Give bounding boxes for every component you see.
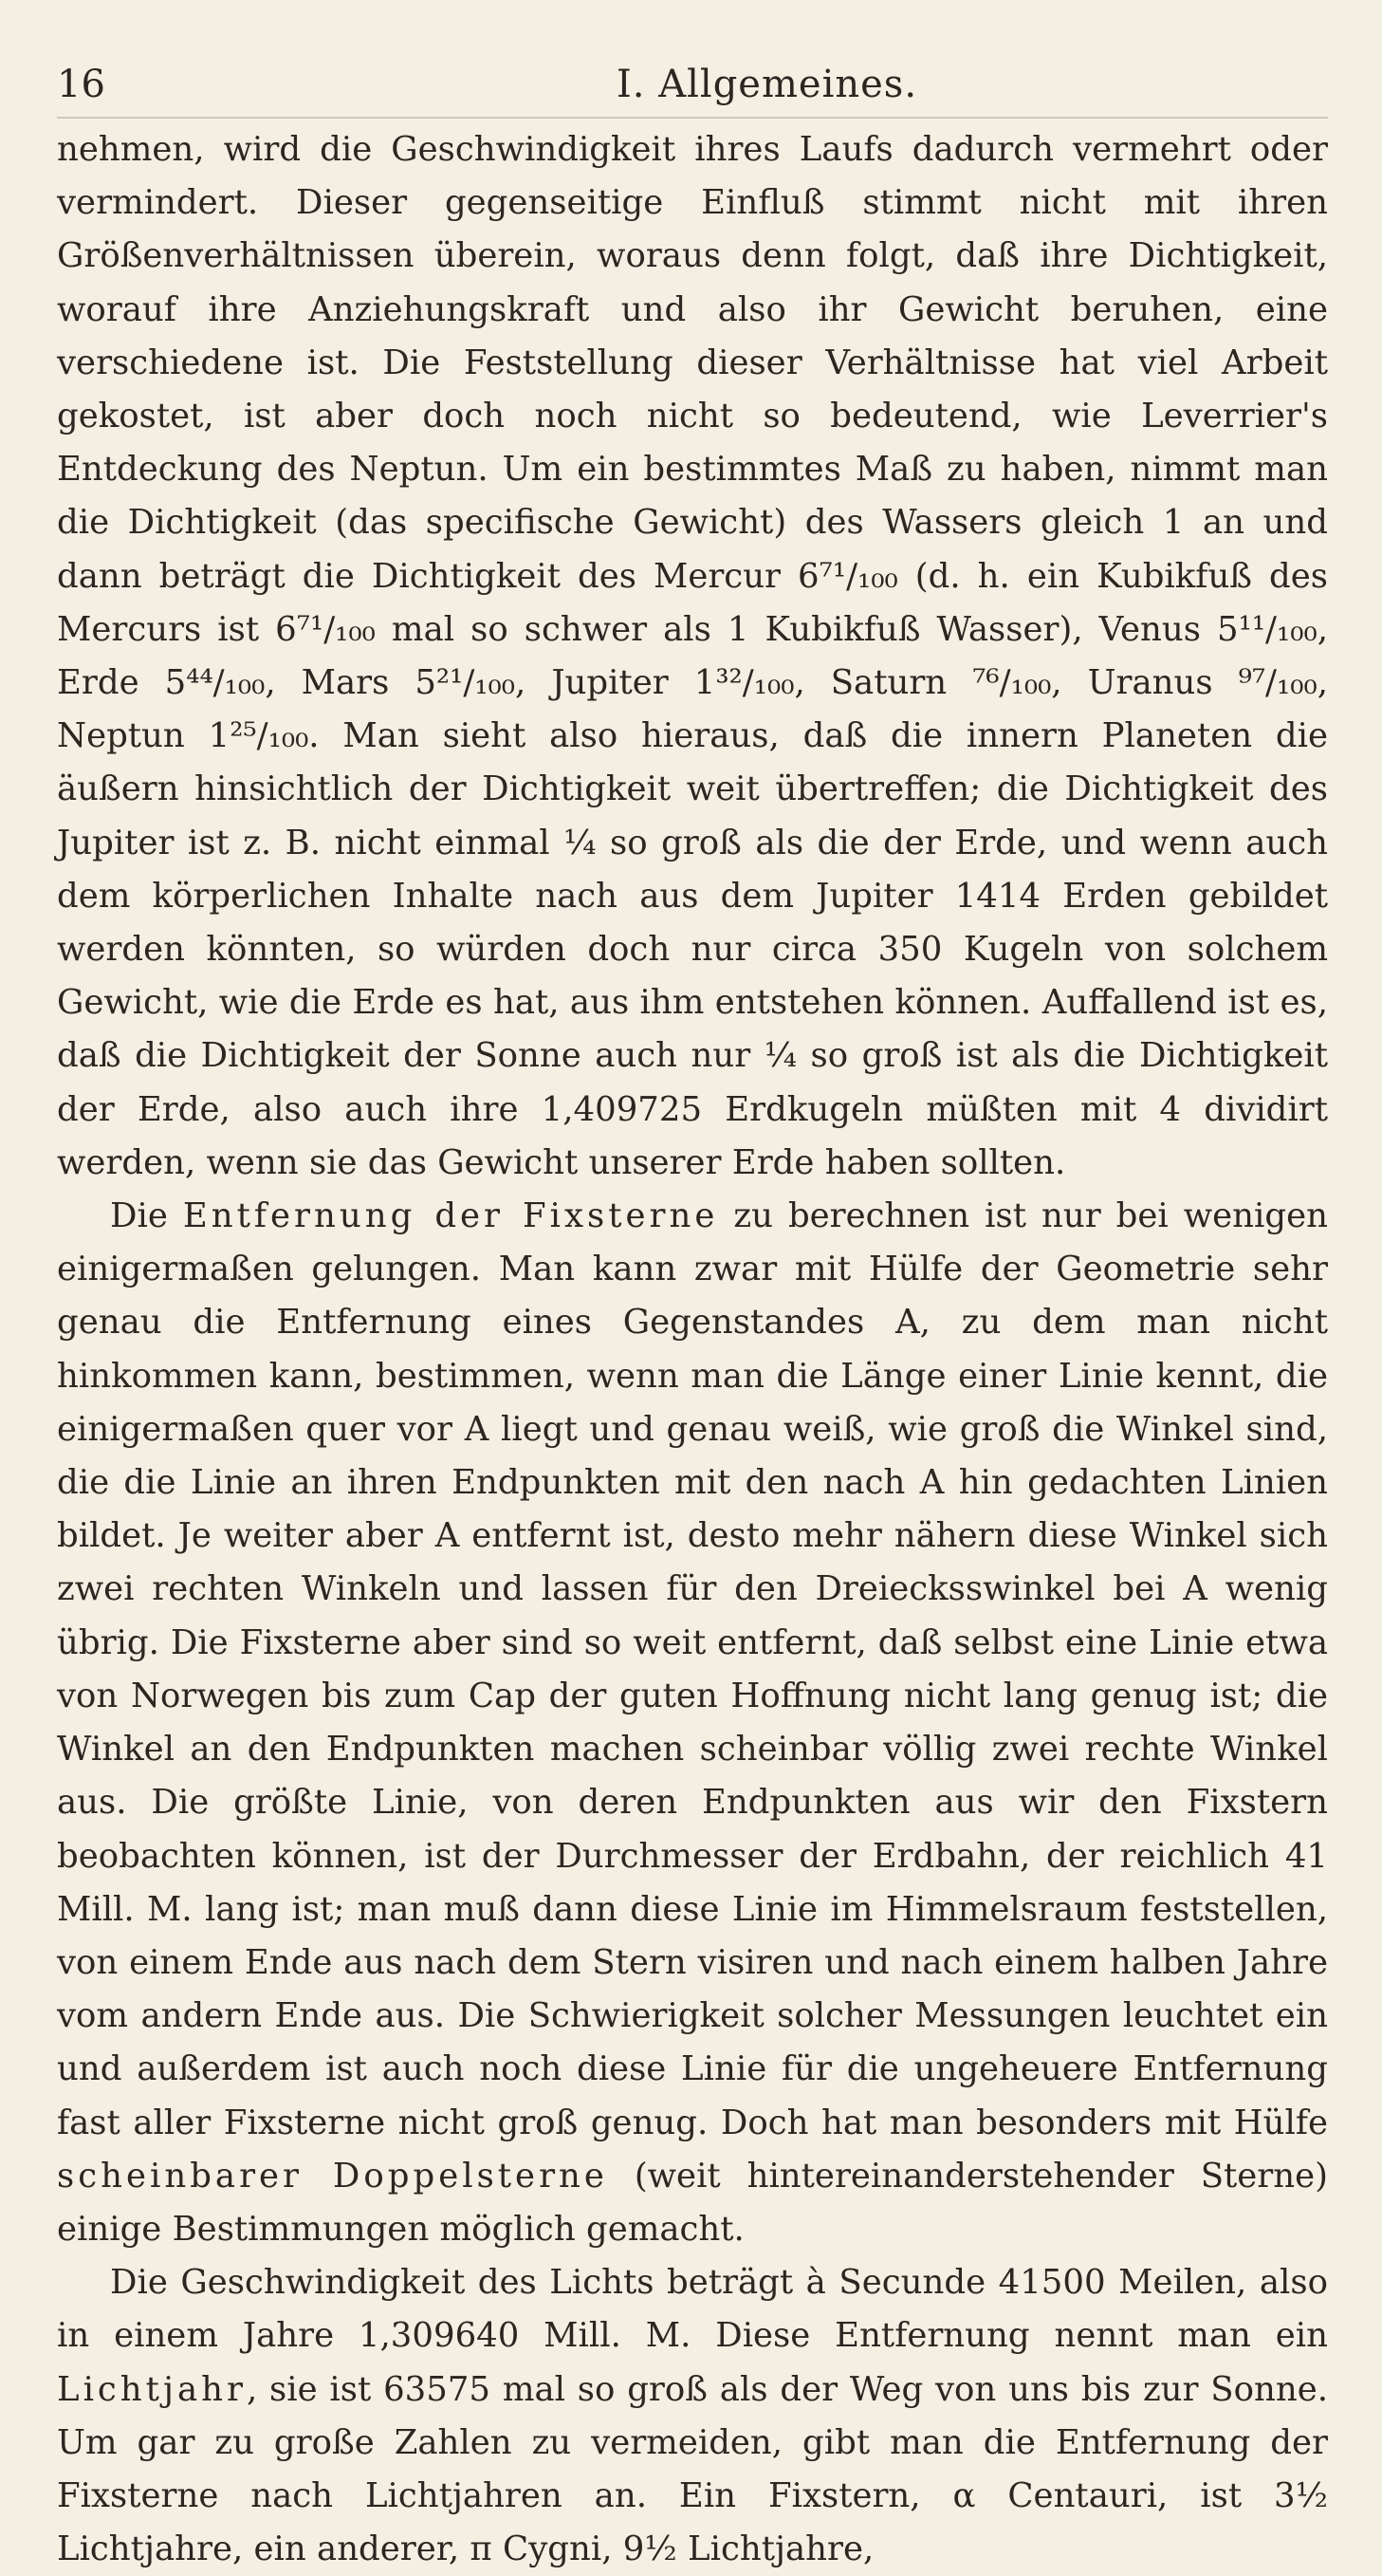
page-number: 16 xyxy=(57,63,105,106)
paragraph-text: zu berechnen ist nur bei wenigen einigermaßen gelungen. Man kann zwar mit Hülfe der Geometrie sehr genau die Entfernung eines Gegenstandes A, zu dem man nicht hinkommen kann, bestimmen, wenn man die Länge einer Linie kennt, die einigermaßen quer vor A liegt und genau weiß, wie groß die Winkel sind, die die Linie an ihren Endpunkten mit den nach A hin gedachten Linien bildet. Je weiter aber A entfernt ist, desto mehr nähern diese Winkel sich zwei rechten Winkeln und lassen für den Dreiecksswinkel bei A wenig übrig. Die Fixsterne aber sind so weit entfernt, daß selbst eine Linie etwa von Norwegen bis zum Cap der guten Hoffnung nicht lang genug ist; die Winkel an den Endpunkten machen scheinbar völlig zwei rechte Winkel aus. Die größte Linie, von deren Endpunkten aus wir den Fixstern beobachten können, ist der Durchmesser der Erdbahn, der reichlich 41 Mill. M. lang ist; man muß dann diese Linie im Himmelsraum feststellen, von einem Ende aus nach dem Stern visiren und nach einem halben Jahre vom andern Ende aus. Die Schwierigkeit solcher Messungen leuchtet ein und außerdem ist auch noch diese Linie für die ungeheuere Entfernung fast aller Fixsterne nicht groß genug. Doch hat man besonders mit Hülfe xyxy=(57,1196,1328,2142)
running-title: I. Allgemeines. xyxy=(617,63,918,106)
header-rule xyxy=(57,117,1328,119)
paragraph-text: Die Geschwindigkeit des Lichts beträgt à Secunde 41500 Meilen, also in einem Jahre 1,309640 Mill. M. Diese Entfernung nennt man ein xyxy=(57,2263,1328,2356)
page-header xyxy=(57,63,1328,110)
emphasized-term: scheinbarer Doppelsterne xyxy=(57,2156,608,2196)
paragraph-lead: Die xyxy=(110,1196,168,1236)
paragraph-planet-density xyxy=(57,123,1328,1190)
emphasized-term: Entfernung der Fixsterne xyxy=(182,1196,719,1236)
paragraph-tail: , sie ist 63575 mal so groß als der Weg von uns bis zur Sonne. Um gar zu große Zahlen zu vermeiden, gibt man die Entfernung der Fixsterne nach Lichtjahren an. Ein Fixstern, α Centauri, ist 3½ Lichtjahre, ein anderer, π Cygni, 9½ Lichtjahre, xyxy=(57,2369,1328,2569)
paragraph-light-year xyxy=(57,2256,1328,2576)
emphasized-term: Lichtjahr xyxy=(57,2369,247,2409)
paragraph-fixed-star-distance xyxy=(57,1190,1328,2256)
paragraph-tail: (weit hintereinanderstehender Sterne) einige Bestimmungen möglich gemacht. xyxy=(57,2156,1328,2249)
body-text xyxy=(57,123,1328,2576)
paragraph-text: nehmen, wird die Geschwindigkeit ihres Laufs dadurch vermehrt oder vermindert. Dieser gegenseitige Einfluß stimmt nicht mit ihren Größenverhältnissen überein, woraus denn folgt, daß ihre Dichtigkeit, worauf ihre Anziehungskraft und also ihr Gewicht beruhen, eine verschiedene ist. Die Feststellung dieser Verhältnisse hat viel Arbeit gekostet, ist aber doch noch nicht so bedeutend, wie Leverrier's Entdeckung des Neptun. Um ein bestimmtes Maß zu haben, nimmt man die Dichtigkeit (das specifische Gewicht) des Wassers gleich 1 an und dann beträgt die Dichtigkeit des Mercur 6⁷¹/₁₀₀ (d. h. ein Kubikfuß des Mercurs ist 6⁷¹/₁₀₀ mal so schwer als 1 Kubikfuß Wasser), Venus 5¹¹/₁₀₀, Erde 5⁴⁴/₁₀₀, Mars 5²¹/₁₀₀, Jupiter 1³²/₁₀₀, Saturn ⁷⁶/₁₀₀, Uranus ⁹⁷/₁₀₀, Neptun 1²⁵/₁₀₀. Man sieht also hieraus, daß die innern Planeten die äußern hinsichtlich der Dichtigkeit weit übertreffen; die Dichtigkeit des Jupiter ist z. B. nicht einmal ¼ so groß als die der Erde, und wenn auch dem körperlichen Inhalte nach aus dem Jupiter 1414 Erden gebildet werden könnten, so würden doch nur circa 350 Kugeln von solchem Gewicht, wie die Erde es hat, aus ihm entstehen können. Auffallend ist es, daß die Dichtigkeit der Sonne auch nur ¼ so groß ist als die Dichtigkeit der Erde, also auch ihre 1,409725 Erdkugeln müßten mit 4 dividirt werden, wenn sie das Gewicht unserer Erde haben sollten. xyxy=(57,130,1328,1182)
